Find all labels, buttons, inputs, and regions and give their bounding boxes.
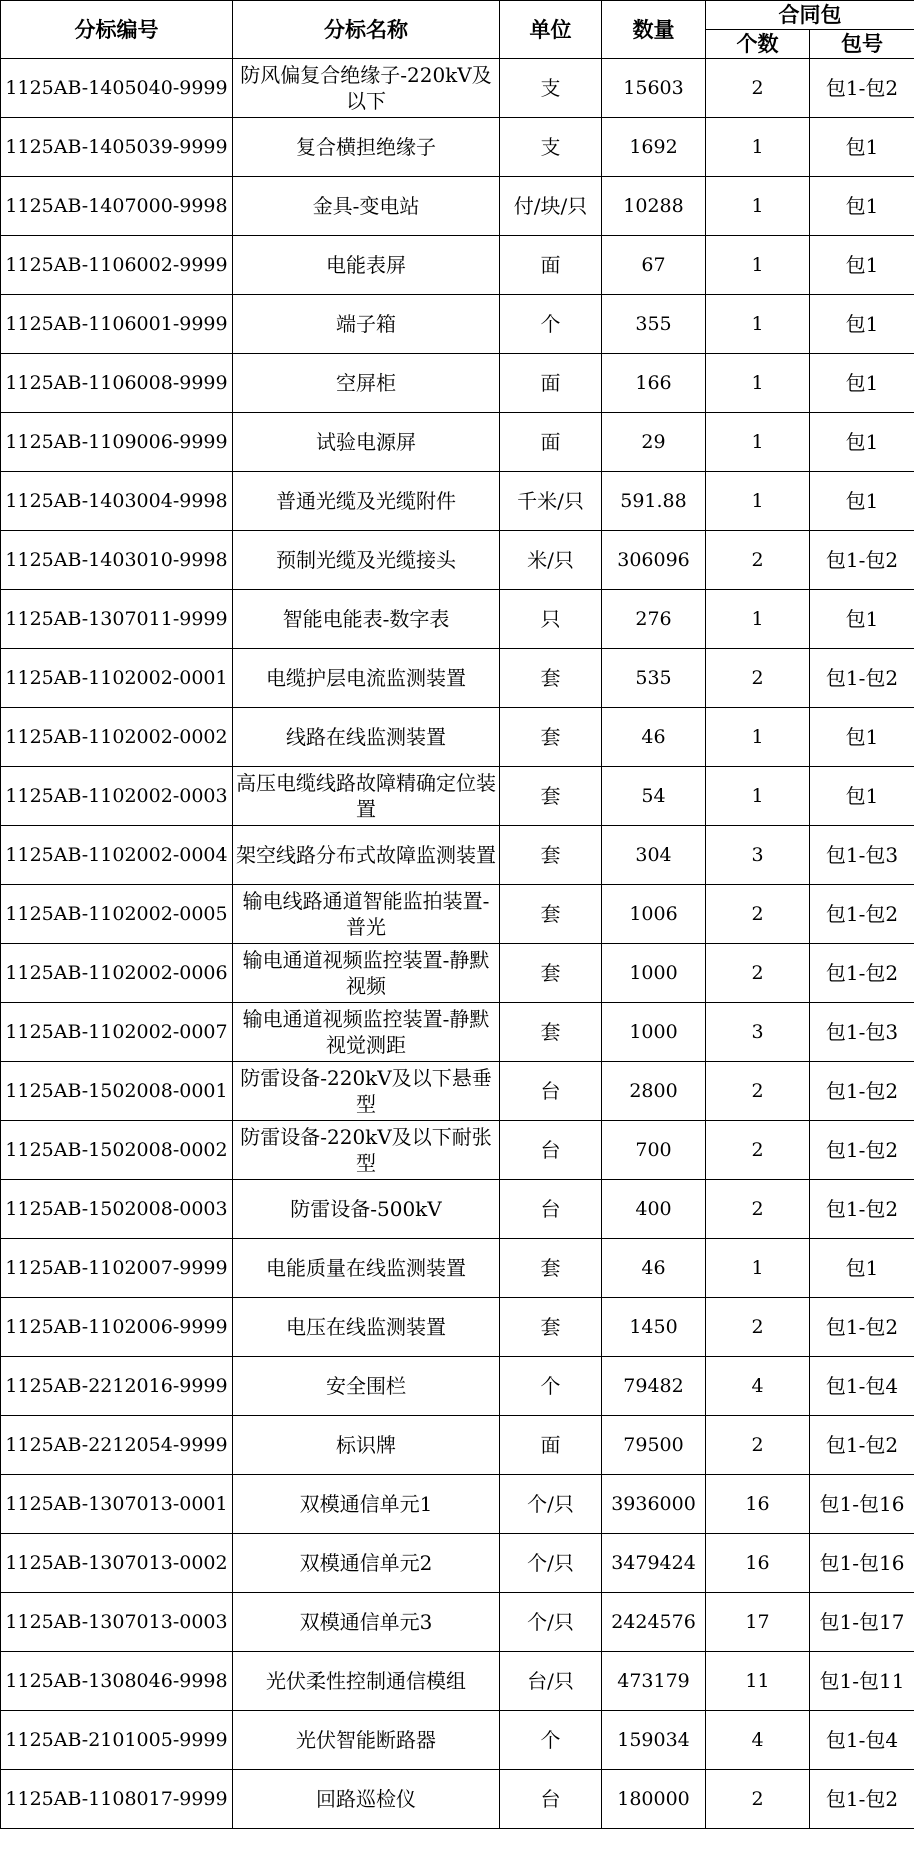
table-row <box>1 1003 914 1062</box>
cell-package-number: 包1-包2 <box>810 59 914 118</box>
table-row <box>1 590 914 649</box>
cell-section-name: 双模通信单元3 <box>233 1593 500 1652</box>
cell-unit: 套 <box>500 885 602 944</box>
table-row <box>1 472 914 531</box>
header-quantity: 数量 <box>602 1 706 59</box>
cell-quantity: 473179 <box>602 1652 706 1711</box>
cell-package-count: 2 <box>706 1180 810 1239</box>
table-header <box>1 1 914 59</box>
cell-quantity: 591.88 <box>602 472 706 531</box>
cell-section-name: 智能电能表-数字表 <box>233 590 500 649</box>
cell-quantity: 79482 <box>602 1357 706 1416</box>
cell-quantity: 304 <box>602 826 706 885</box>
cell-unit: 米/只 <box>500 531 602 590</box>
cell-package-number: 包1-包2 <box>810 1770 914 1829</box>
cell-unit: 个 <box>500 1711 602 1770</box>
table-row <box>1 1770 914 1829</box>
cell-quantity: 535 <box>602 649 706 708</box>
header-package-count: 个数 <box>706 30 810 59</box>
table-row <box>1 1062 914 1121</box>
cell-package-count: 2 <box>706 944 810 1003</box>
cell-section-name: 金具-变电站 <box>233 177 500 236</box>
cell-package-count: 1 <box>706 708 810 767</box>
cell-package-number: 包1-包2 <box>810 885 914 944</box>
cell-quantity: 355 <box>602 295 706 354</box>
cell-section-name: 防雷设备-500kV <box>233 1180 500 1239</box>
cell-package-number: 包1-包2 <box>810 1416 914 1475</box>
cell-package-count: 2 <box>706 1062 810 1121</box>
cell-section-name: 电压在线监测装置 <box>233 1298 500 1357</box>
table-row <box>1 944 914 1003</box>
cell-quantity: 54 <box>602 767 706 826</box>
cell-unit: 套 <box>500 826 602 885</box>
cell-section-name: 输电线路通道智能监拍装置-普光 <box>233 885 500 944</box>
cell-unit: 台 <box>500 1062 602 1121</box>
cell-package-count: 1 <box>706 354 810 413</box>
cell-package-count: 1 <box>706 236 810 295</box>
cell-package-number: 包1 <box>810 177 914 236</box>
cell-section-name: 双模通信单元1 <box>233 1475 500 1534</box>
cell-quantity: 400 <box>602 1180 706 1239</box>
cell-quantity: 159034 <box>602 1711 706 1770</box>
cell-package-count: 3 <box>706 1003 810 1062</box>
cell-quantity: 306096 <box>602 531 706 590</box>
table-row <box>1 295 914 354</box>
table-row <box>1 413 914 472</box>
cell-section-name: 电缆护层电流监测装置 <box>233 649 500 708</box>
table-row <box>1 1357 914 1416</box>
cell-package-number: 包1 <box>810 472 914 531</box>
cell-unit: 套 <box>500 649 602 708</box>
cell-section-code: 1125AB-1102002-0001 <box>1 649 233 708</box>
cell-package-count: 4 <box>706 1357 810 1416</box>
cell-unit: 套 <box>500 767 602 826</box>
cell-package-number: 包1-包4 <box>810 1357 914 1416</box>
cell-package-count: 1 <box>706 472 810 531</box>
cell-section-name: 端子箱 <box>233 295 500 354</box>
cell-unit: 面 <box>500 413 602 472</box>
cell-package-count: 1 <box>706 413 810 472</box>
cell-section-code: 1125AB-1502008-0001 <box>1 1062 233 1121</box>
cell-package-number: 包1 <box>810 1239 914 1298</box>
cell-section-name: 防雷设备-220kV及以下耐张型 <box>233 1121 500 1180</box>
table-row <box>1 177 914 236</box>
cell-unit: 个 <box>500 1357 602 1416</box>
table-row <box>1 59 914 118</box>
cell-section-code: 1125AB-1106008-9999 <box>1 354 233 413</box>
cell-unit: 千米/只 <box>500 472 602 531</box>
cell-unit: 支 <box>500 59 602 118</box>
cell-package-number: 包1 <box>810 236 914 295</box>
cell-section-name: 电能表屏 <box>233 236 500 295</box>
cell-unit: 套 <box>500 1298 602 1357</box>
table-row <box>1 1121 914 1180</box>
cell-quantity: 2424576 <box>602 1593 706 1652</box>
cell-package-count: 1 <box>706 590 810 649</box>
cell-package-count: 3 <box>706 826 810 885</box>
cell-section-code: 1125AB-1502008-0003 <box>1 1180 233 1239</box>
cell-unit: 只 <box>500 590 602 649</box>
table-row <box>1 649 914 708</box>
cell-section-code: 1125AB-1109006-9999 <box>1 413 233 472</box>
cell-quantity: 67 <box>602 236 706 295</box>
table-row <box>1 1416 914 1475</box>
cell-package-number: 包1 <box>810 118 914 177</box>
header-package-number: 包号 <box>810 30 914 59</box>
cell-section-name: 电能质量在线监测装置 <box>233 1239 500 1298</box>
cell-section-name: 标识牌 <box>233 1416 500 1475</box>
cell-section-code: 1125AB-1307013-0001 <box>1 1475 233 1534</box>
table-body <box>1 59 914 1829</box>
cell-package-count: 2 <box>706 885 810 944</box>
cell-section-name: 防雷设备-220kV及以下悬垂型 <box>233 1062 500 1121</box>
cell-quantity: 3479424 <box>602 1534 706 1593</box>
cell-package-number: 包1-包2 <box>810 649 914 708</box>
cell-package-number: 包1-包16 <box>810 1475 914 1534</box>
cell-section-name: 光伏柔性控制通信模组 <box>233 1652 500 1711</box>
cell-section-name: 输电通道视频监控装置-静默视频 <box>233 944 500 1003</box>
cell-package-count: 2 <box>706 1298 810 1357</box>
cell-quantity: 276 <box>602 590 706 649</box>
cell-section-name: 空屏柜 <box>233 354 500 413</box>
cell-unit: 台 <box>500 1770 602 1829</box>
cell-unit: 付/块/只 <box>500 177 602 236</box>
cell-package-number: 包1-包4 <box>810 1711 914 1770</box>
cell-quantity: 15603 <box>602 59 706 118</box>
cell-package-number: 包1 <box>810 708 914 767</box>
table-row <box>1 1180 914 1239</box>
cell-package-number: 包1-包2 <box>810 1298 914 1357</box>
cell-section-code: 1125AB-1502008-0002 <box>1 1121 233 1180</box>
table-row <box>1 1534 914 1593</box>
cell-package-count: 2 <box>706 1770 810 1829</box>
table-row <box>1 885 914 944</box>
cell-section-code: 1125AB-1307013-0002 <box>1 1534 233 1593</box>
cell-package-count: 2 <box>706 59 810 118</box>
cell-section-code: 1125AB-1102002-0002 <box>1 708 233 767</box>
cell-package-count: 1 <box>706 177 810 236</box>
cell-package-number: 包1-包2 <box>810 531 914 590</box>
cell-section-name: 防风偏复合绝缘子-220kV及以下 <box>233 59 500 118</box>
cell-section-code: 1125AB-1102002-0003 <box>1 767 233 826</box>
cell-unit: 套 <box>500 708 602 767</box>
cell-package-number: 包1 <box>810 413 914 472</box>
cell-package-number: 包1-包3 <box>810 826 914 885</box>
cell-section-code: 1125AB-1102007-9999 <box>1 1239 233 1298</box>
table-row <box>1 767 914 826</box>
cell-section-code: 1125AB-1108017-9999 <box>1 1770 233 1829</box>
cell-section-code: 1125AB-1102002-0007 <box>1 1003 233 1062</box>
cell-section-name: 输电通道视频监控装置-静默视觉测距 <box>233 1003 500 1062</box>
cell-section-name: 安全围栏 <box>233 1357 500 1416</box>
cell-package-number: 包1-包2 <box>810 1180 914 1239</box>
cell-quantity: 3936000 <box>602 1475 706 1534</box>
cell-section-name: 高压电缆线路故障精确定位装置 <box>233 767 500 826</box>
cell-package-number: 包1-包3 <box>810 1003 914 1062</box>
cell-section-code: 1125AB-2212054-9999 <box>1 1416 233 1475</box>
cell-unit: 台 <box>500 1180 602 1239</box>
cell-section-code: 1125AB-1307013-0003 <box>1 1593 233 1652</box>
table-row <box>1 1593 914 1652</box>
cell-package-count: 1 <box>706 295 810 354</box>
cell-quantity: 46 <box>602 708 706 767</box>
cell-unit: 个/只 <box>500 1534 602 1593</box>
table-row <box>1 236 914 295</box>
cell-section-name: 线路在线监测装置 <box>233 708 500 767</box>
header-unit: 单位 <box>500 1 602 59</box>
cell-package-count: 2 <box>706 531 810 590</box>
cell-section-code: 1125AB-1102002-0005 <box>1 885 233 944</box>
cell-package-count: 1 <box>706 1239 810 1298</box>
cell-unit: 台 <box>500 1121 602 1180</box>
cell-package-number: 包1-包11 <box>810 1652 914 1711</box>
cell-section-name: 普通光缆及光缆附件 <box>233 472 500 531</box>
cell-section-code: 1125AB-1403010-9998 <box>1 531 233 590</box>
cell-package-count: 17 <box>706 1593 810 1652</box>
cell-section-name: 架空线路分布式故障监测装置 <box>233 826 500 885</box>
cell-quantity: 180000 <box>602 1770 706 1829</box>
table-row <box>1 118 914 177</box>
cell-package-count: 2 <box>706 649 810 708</box>
cell-section-code: 1125AB-1403004-9998 <box>1 472 233 531</box>
cell-quantity: 1450 <box>602 1298 706 1357</box>
cell-quantity: 46 <box>602 1239 706 1298</box>
cell-quantity: 1692 <box>602 118 706 177</box>
cell-section-code: 1125AB-1405040-9999 <box>1 59 233 118</box>
table-row <box>1 826 914 885</box>
cell-unit: 支 <box>500 118 602 177</box>
header-contract-package: 合同包 <box>706 1 914 30</box>
cell-package-count: 2 <box>706 1121 810 1180</box>
cell-package-count: 16 <box>706 1534 810 1593</box>
table-row <box>1 531 914 590</box>
table-row <box>1 1711 914 1770</box>
cell-package-number: 包1 <box>810 295 914 354</box>
cell-section-name: 试验电源屏 <box>233 413 500 472</box>
cell-unit: 面 <box>500 354 602 413</box>
cell-unit: 个/只 <box>500 1475 602 1534</box>
cell-section-code: 1125AB-1102002-0006 <box>1 944 233 1003</box>
cell-package-number: 包1 <box>810 354 914 413</box>
cell-section-code: 1125AB-1102006-9999 <box>1 1298 233 1357</box>
cell-package-count: 1 <box>706 767 810 826</box>
cell-package-number: 包1-包2 <box>810 944 914 1003</box>
cell-quantity: 2800 <box>602 1062 706 1121</box>
table-row <box>1 708 914 767</box>
cell-section-code: 1125AB-2101005-9999 <box>1 1711 233 1770</box>
cell-quantity: 1006 <box>602 885 706 944</box>
table-row <box>1 1475 914 1534</box>
cell-section-code: 1125AB-1106001-9999 <box>1 295 233 354</box>
cell-quantity: 29 <box>602 413 706 472</box>
cell-section-code: 1125AB-1407000-9998 <box>1 177 233 236</box>
cell-unit: 套 <box>500 1239 602 1298</box>
cell-unit: 套 <box>500 944 602 1003</box>
cell-unit: 个/只 <box>500 1593 602 1652</box>
cell-quantity: 700 <box>602 1121 706 1180</box>
cell-section-name: 光伏智能断路器 <box>233 1711 500 1770</box>
cell-unit: 套 <box>500 1003 602 1062</box>
cell-quantity: 1000 <box>602 1003 706 1062</box>
cell-quantity: 79500 <box>602 1416 706 1475</box>
cell-unit: 台/只 <box>500 1652 602 1711</box>
cell-package-count: 11 <box>706 1652 810 1711</box>
cell-section-code: 1125AB-1307011-9999 <box>1 590 233 649</box>
cell-unit: 面 <box>500 236 602 295</box>
cell-package-count: 1 <box>706 118 810 177</box>
header-code: 分标编号 <box>1 1 233 59</box>
cell-section-code: 1125AB-1102002-0004 <box>1 826 233 885</box>
cell-package-number: 包1-包17 <box>810 1593 914 1652</box>
cell-quantity: 1000 <box>602 944 706 1003</box>
cell-section-name: 回路巡检仪 <box>233 1770 500 1829</box>
cell-unit: 个 <box>500 295 602 354</box>
cell-section-name: 双模通信单元2 <box>233 1534 500 1593</box>
cell-unit: 面 <box>500 1416 602 1475</box>
header-name: 分标名称 <box>233 1 500 59</box>
cell-package-number: 包1-包16 <box>810 1534 914 1593</box>
cell-package-count: 2 <box>706 1416 810 1475</box>
cell-section-name: 预制光缆及光缆接头 <box>233 531 500 590</box>
cell-package-count: 4 <box>706 1711 810 1770</box>
table-row <box>1 1298 914 1357</box>
cell-package-number: 包1 <box>810 590 914 649</box>
cell-quantity: 10288 <box>602 177 706 236</box>
cell-package-number: 包1-包2 <box>810 1121 914 1180</box>
cell-quantity: 166 <box>602 354 706 413</box>
cell-section-code: 1125AB-1308046-9998 <box>1 1652 233 1711</box>
cell-package-number: 包1-包2 <box>810 1062 914 1121</box>
cell-section-code: 1125AB-2212016-9999 <box>1 1357 233 1416</box>
cell-section-code: 1125AB-1405039-9999 <box>1 118 233 177</box>
cell-package-count: 16 <box>706 1475 810 1534</box>
table-row <box>1 1239 914 1298</box>
cell-section-code: 1125AB-1106002-9999 <box>1 236 233 295</box>
cell-section-name: 复合横担绝缘子 <box>233 118 500 177</box>
table-row <box>1 354 914 413</box>
cell-package-number: 包1 <box>810 767 914 826</box>
table-row <box>1 1652 914 1711</box>
